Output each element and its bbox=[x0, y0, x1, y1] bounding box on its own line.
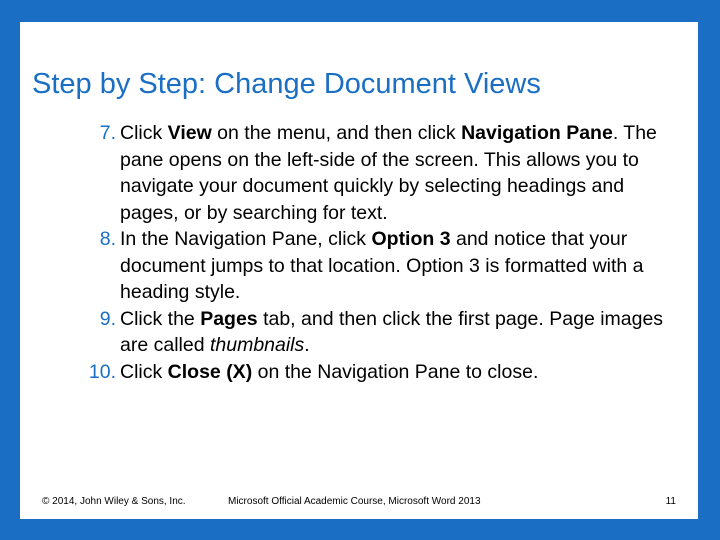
step-italic: thumbnails bbox=[209, 334, 305, 356]
footer-copyright: © 2014, John Wiley & Sons, Inc. bbox=[42, 496, 186, 507]
step-emphasis: View bbox=[167, 122, 212, 144]
step-text: on the Navigation Pane to close. bbox=[252, 360, 539, 383]
step-number: 7. bbox=[99, 122, 116, 144]
step-text: tab, and then click the first page. Page images are called bbox=[120, 307, 664, 356]
step-item bbox=[50, 306, 680, 359]
step-item bbox=[50, 120, 680, 226]
step-item bbox=[50, 359, 680, 386]
step-item bbox=[50, 226, 680, 306]
step-text: and notice that your document jumps to that location. Option 3 is formatted with a heading style. bbox=[120, 228, 644, 303]
step-text: . The pane opens on the left-side of the screen. This allows you to navigate your document quickly by selecting headings and pages, or by searching for text. bbox=[120, 122, 657, 224]
step-list bbox=[50, 120, 680, 385]
slide-panel bbox=[20, 22, 698, 519]
step-number: 10. bbox=[88, 360, 116, 383]
step-number: 8. bbox=[99, 228, 116, 250]
step-text: Click bbox=[120, 122, 168, 144]
step-emphasis: Option 3 bbox=[371, 228, 451, 250]
footer-page-number: 11 bbox=[665, 496, 676, 507]
step-text: In the Navigation Pane, click bbox=[120, 228, 372, 250]
step-text: Click the bbox=[120, 307, 201, 330]
slide-title: Step by Step: Change Document Views bbox=[32, 68, 541, 100]
step-emphasis: Navigation Pane bbox=[461, 122, 613, 144]
step-text: Click bbox=[120, 360, 168, 383]
step-emphasis: Pages bbox=[200, 307, 258, 330]
step-text: . bbox=[304, 334, 310, 356]
step-text: on the menu, and then click bbox=[211, 122, 462, 144]
step-emphasis: Close (X) bbox=[167, 360, 253, 383]
footer-course: Microsoft Official Academic Course, Microsoft Word 2013 bbox=[228, 496, 481, 507]
step-number: 9. bbox=[99, 307, 116, 330]
